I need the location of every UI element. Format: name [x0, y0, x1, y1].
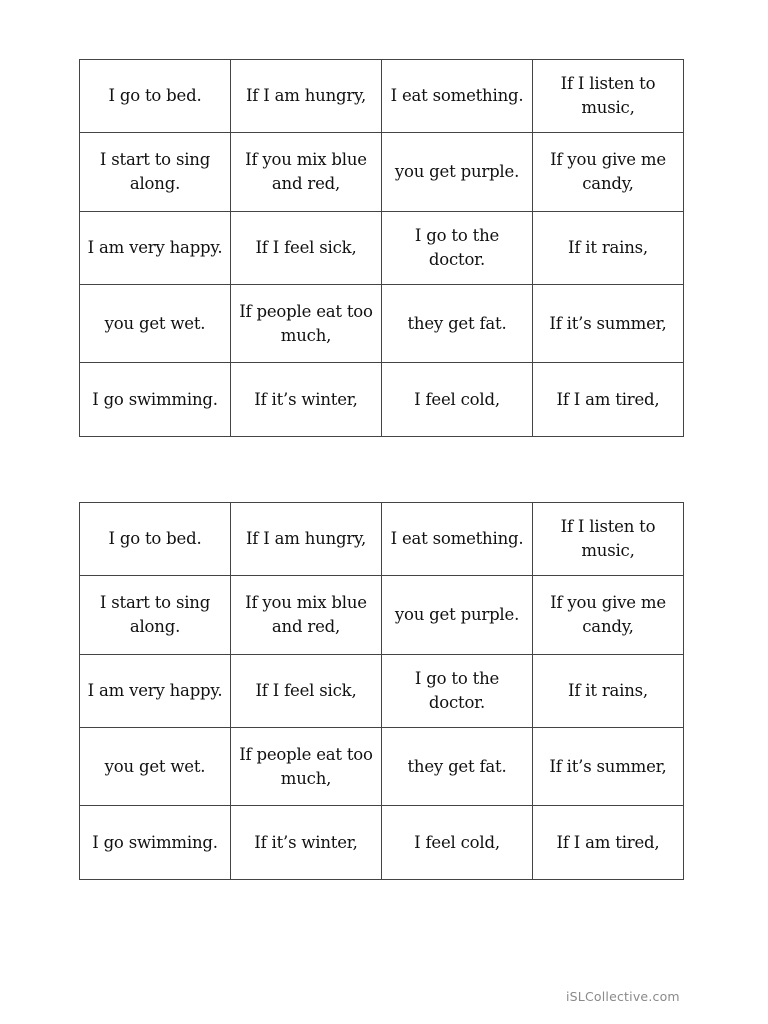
card-cell: I start to sing along.	[80, 133, 231, 212]
card-cell: If it’s winter,	[231, 363, 382, 437]
card-cell: If it’s winter,	[231, 806, 382, 880]
card-cell: I go swimming.	[80, 806, 231, 880]
card-cell: I am very happy.	[80, 655, 231, 728]
card-cell: If I am hungry,	[231, 60, 382, 133]
card-cell: If it’s summer,	[533, 285, 684, 363]
card-cell: If people eat too much,	[231, 285, 382, 363]
table-row	[80, 806, 684, 880]
card-cell: If you give me candy,	[533, 576, 684, 655]
table-row	[80, 728, 684, 806]
card-cell: I go to bed.	[80, 503, 231, 576]
card-cell: If I listen to music,	[533, 503, 684, 576]
card-cell: I feel cold,	[382, 806, 533, 880]
card-cell: they get fat.	[382, 728, 533, 806]
table-row	[80, 285, 684, 363]
card-cell: I eat something.	[382, 60, 533, 133]
card-cell: If you mix blue and red,	[231, 576, 382, 655]
table-row	[80, 576, 684, 655]
card-cell: I go to bed.	[80, 60, 231, 133]
card-cell: I go to the doctor.	[382, 212, 533, 285]
card-cell: I go to the doctor.	[382, 655, 533, 728]
card-cell: I feel cold,	[382, 363, 533, 437]
card-cell: If I feel sick,	[231, 212, 382, 285]
card-cell: they get fat.	[382, 285, 533, 363]
table-row	[80, 503, 684, 576]
table-row	[80, 60, 684, 133]
table-row	[80, 363, 684, 437]
card-cell: If you give me candy,	[533, 133, 684, 212]
card-cell: I go swimming.	[80, 363, 231, 437]
table-row	[80, 655, 684, 728]
table-row	[80, 212, 684, 285]
card-cell: If it rains,	[533, 212, 684, 285]
card-cell: I am very happy.	[80, 212, 231, 285]
sentence-cards-table-2	[79, 502, 684, 880]
site-watermark: iSLCollective.com	[566, 989, 680, 1004]
card-cell: If people eat too much,	[231, 728, 382, 806]
card-cell: If I am hungry,	[231, 503, 382, 576]
card-cell: I eat something.	[382, 503, 533, 576]
card-cell: I start to sing along.	[80, 576, 231, 655]
card-cell: If you mix blue and red,	[231, 133, 382, 212]
card-cell: you get wet.	[80, 728, 231, 806]
card-cell: If I feel sick,	[231, 655, 382, 728]
table-row	[80, 133, 684, 212]
card-cell: If it rains,	[533, 655, 684, 728]
card-cell: If I am tired,	[533, 806, 684, 880]
card-cell: If I am tired,	[533, 363, 684, 437]
card-cell: If I listen to music,	[533, 60, 684, 133]
card-cell: If it’s summer,	[533, 728, 684, 806]
sentence-cards-table-1	[79, 59, 684, 437]
card-cell: you get purple.	[382, 133, 533, 212]
card-cell: you get wet.	[80, 285, 231, 363]
card-cell: you get purple.	[382, 576, 533, 655]
